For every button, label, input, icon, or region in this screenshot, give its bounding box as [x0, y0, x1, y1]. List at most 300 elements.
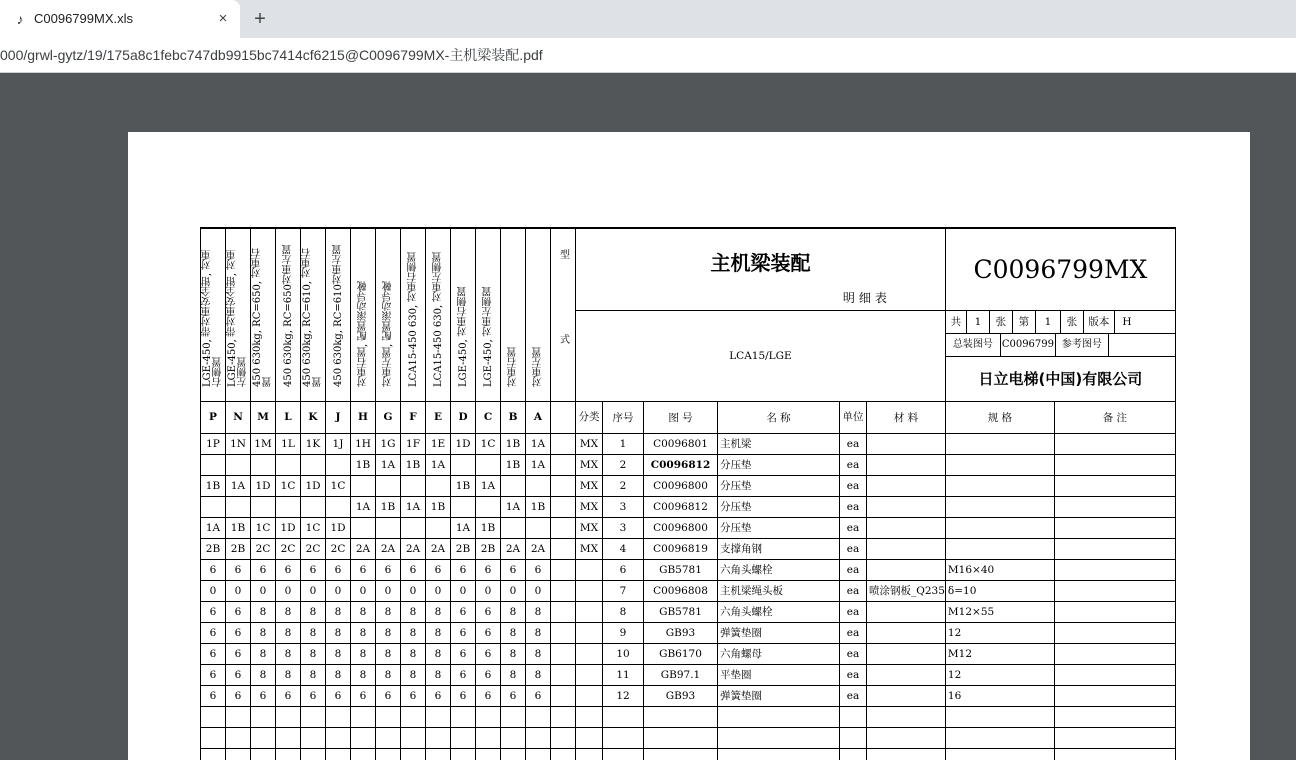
variant-qty-cell: 1A — [526, 433, 551, 454]
variant-qty-cell: 6 — [251, 685, 276, 706]
header-category: 分类 — [576, 401, 603, 433]
variant-qty-cell: 0 — [276, 580, 301, 601]
empty-cell — [1054, 748, 1175, 760]
variant-qty-cell: 6 — [451, 622, 476, 643]
unit-cell: ea — [840, 454, 867, 475]
empty-cell — [351, 748, 376, 760]
variant-qty-cell: 1A — [351, 496, 376, 517]
variant-qty-cell: 8 — [251, 601, 276, 622]
empty-cell — [426, 706, 451, 727]
empty-cell — [201, 727, 226, 748]
name-cell: 支撑角钢 — [718, 538, 840, 559]
variant-letter: G — [376, 401, 401, 433]
variant-qty-cell: 6 — [451, 559, 476, 580]
variant-description: LCA15-450 630, 对重左侧置 — [432, 251, 444, 387]
variant-qty-cell: 6 — [226, 601, 251, 622]
url-text[interactable]: 000/grwl-gytz/19/175a8c1febc747db9915bc7414cf6215@C0096799MX-主机梁装配.pdf — [0, 47, 543, 63]
empty-row — [201, 706, 1176, 727]
category-cell — [576, 622, 603, 643]
empty-cell — [376, 748, 401, 760]
variant-desc-cell — [426, 228, 451, 401]
blank-cell — [551, 601, 576, 622]
material-cell — [867, 643, 946, 664]
tab-active[interactable] — [0, 0, 240, 38]
variant-qty-cell: 0 — [401, 580, 426, 601]
variant-letter: P — [201, 401, 226, 433]
variant-qty-cell: 6 — [301, 559, 326, 580]
empty-cell — [251, 706, 276, 727]
drawing-cell: C0096800 — [644, 517, 718, 538]
variant-qty-cell: 2C — [276, 538, 301, 559]
variant-qty-cell: 0 — [201, 580, 226, 601]
category-cell — [576, 685, 603, 706]
unit-cell: ea — [840, 664, 867, 685]
empty-cell — [426, 748, 451, 760]
variant-qty-cell: 1D — [301, 475, 326, 496]
material-cell — [867, 559, 946, 580]
category-cell: MX — [576, 454, 603, 475]
variant-qty-cell — [426, 517, 451, 538]
empty-cell — [644, 706, 718, 727]
variant-qty-cell — [526, 475, 551, 496]
category-cell — [576, 643, 603, 664]
variant-qty-cell: 6 — [451, 685, 476, 706]
variant-qty-cell: 8 — [251, 664, 276, 685]
variant-qty-cell: 6 — [476, 643, 501, 664]
header-seq: 序号 — [603, 401, 644, 433]
seq-cell: 1 — [603, 433, 644, 454]
variant-desc-cell — [351, 228, 376, 401]
name-cell: 分压垫 — [718, 475, 840, 496]
name-cell: 主机梁绳头板 — [718, 580, 840, 601]
empty-cell — [476, 748, 501, 760]
variant-qty-cell: 1M — [251, 433, 276, 454]
empty-row — [201, 748, 1176, 760]
variant-qty-cell: 6 — [201, 685, 226, 706]
header-drawing: 图 号 — [644, 401, 718, 433]
category-cell: MX — [576, 517, 603, 538]
variant-qty-cell: 8 — [426, 664, 451, 685]
empty-cell — [326, 748, 351, 760]
assembly-label: 总装图号 — [946, 334, 1001, 356]
title-cell — [576, 228, 946, 310]
blank-cell — [551, 643, 576, 664]
variant-qty-cell: 8 — [326, 664, 351, 685]
variant-desc-cell — [501, 228, 526, 401]
unit-cell: ea — [840, 475, 867, 496]
header-remark: 备 注 — [1054, 401, 1175, 433]
blank-cell — [551, 580, 576, 601]
variant-qty-cell: 0 — [426, 580, 451, 601]
variant-qty-cell: 2B — [226, 538, 251, 559]
remark-cell — [1054, 601, 1175, 622]
variant-qty-cell: 8 — [251, 622, 276, 643]
empty-cell — [718, 748, 840, 760]
drawing-cell: GB93 — [644, 685, 718, 706]
category-cell: MX — [576, 496, 603, 517]
pdf-page — [128, 132, 1250, 760]
empty-cell — [576, 748, 603, 760]
variant-qty-cell: 1B — [376, 496, 401, 517]
variant-qty-cell: 6 — [476, 559, 501, 580]
empty-cell — [351, 727, 376, 748]
variant-qty-cell: 2A — [426, 538, 451, 559]
variant-description: 450 630kg, RC=650对重左置 — [282, 243, 294, 387]
empty-cell — [1054, 706, 1175, 727]
variant-qty-cell: 1B — [201, 475, 226, 496]
variant-qty-cell: 0 — [376, 580, 401, 601]
variant-qty-cell: 8 — [426, 643, 451, 664]
variant-qty-cell: 1J — [326, 433, 351, 454]
variant-qty-cell — [451, 496, 476, 517]
drawing-cell: GB97.1 — [644, 664, 718, 685]
seq-cell: 2 — [603, 475, 644, 496]
variant-qty-cell: 1B — [476, 517, 501, 538]
document-title: 主机梁装配 — [710, 251, 811, 275]
name-cell: 分压垫 — [718, 454, 840, 475]
material-cell: 喷涂钢板_Q235 — [867, 580, 946, 601]
material-cell — [867, 517, 946, 538]
blank-cell — [551, 538, 576, 559]
variant-qty-cell: 1C — [326, 475, 351, 496]
variant-qty-cell — [351, 517, 376, 538]
material-cell — [867, 664, 946, 685]
empty-cell — [201, 706, 226, 727]
variant-qty-cell: 6 — [451, 643, 476, 664]
spec-cell — [945, 496, 1054, 517]
variant-qty-cell: 8 — [351, 601, 376, 622]
variant-qty-cell: 6 — [476, 685, 501, 706]
variant-qty-cell: 8 — [526, 622, 551, 643]
variant-qty-cell: 6 — [376, 559, 401, 580]
variant-qty-cell: 8 — [301, 664, 326, 685]
variant-qty-cell: 0 — [501, 580, 526, 601]
variant-letter: J — [326, 401, 351, 433]
variant-qty-cell: 6 — [401, 559, 426, 580]
empty-cell — [376, 706, 401, 727]
variant-qty-cell: 1B — [426, 496, 451, 517]
variant-qty-cell: 1B — [526, 496, 551, 517]
variant-qty-cell — [426, 475, 451, 496]
variant-description: LGE-450, 对重左侧置 — [482, 285, 494, 387]
spec-cell — [945, 454, 1054, 475]
drawing-cell: C0096808 — [644, 580, 718, 601]
drawing-number: C0096799MX — [973, 254, 1148, 284]
variant-qty-cell: 0 — [476, 580, 501, 601]
header-spec: 规 格 — [945, 401, 1054, 433]
variant-qty-cell: 1A — [476, 475, 501, 496]
drawing-cell: GB5781 — [644, 601, 718, 622]
table-row — [201, 517, 1176, 538]
variant-description: LGE-450, 带对重安全钳, 对重右侧置 — [202, 249, 224, 387]
spec-cell — [945, 538, 1054, 559]
variant-qty-cell: 6 — [476, 622, 501, 643]
variant-letter: D — [451, 401, 476, 433]
seq-cell: 2 — [603, 454, 644, 475]
drawing-cell: C0096819 — [644, 538, 718, 559]
empty-cell — [718, 727, 840, 748]
variant-description: 450 630kg, RC=610对重左置 — [332, 243, 344, 387]
variant-qty-cell: 2B — [476, 538, 501, 559]
variant-qty-cell: 6 — [351, 685, 376, 706]
table-row — [201, 559, 1176, 580]
variant-qty-cell: 8 — [526, 643, 551, 664]
variant-qty-cell — [301, 454, 326, 475]
empty-cell — [576, 706, 603, 727]
name-cell: 六角头螺栓 — [718, 559, 840, 580]
variant-qty-cell: 6 — [301, 685, 326, 706]
empty-cell — [576, 727, 603, 748]
empty-cell — [276, 727, 301, 748]
spec-cell: M16×40 — [945, 559, 1054, 580]
variant-qty-cell: 6 — [526, 685, 551, 706]
empty-cell — [376, 727, 401, 748]
remark-cell — [1054, 685, 1175, 706]
variant-qty-cell: 1N — [226, 433, 251, 454]
variant-qty-cell: 0 — [451, 580, 476, 601]
empty-cell — [201, 748, 226, 760]
empty-cell — [840, 748, 867, 760]
table-row — [201, 433, 1176, 454]
seq-cell: 3 — [603, 496, 644, 517]
blank-cell — [551, 685, 576, 706]
variant-qty-cell: 6 — [201, 622, 226, 643]
table-row — [201, 580, 1176, 601]
pdf-viewer[interactable] — [0, 73, 1296, 760]
document-subtitle: 明细表 — [842, 290, 891, 305]
material-cell — [867, 685, 946, 706]
variant-qty-cell: 1B — [351, 454, 376, 475]
name-cell: 弹簧垫圈 — [718, 685, 840, 706]
variant-qty-cell: 1A — [451, 517, 476, 538]
variant-qty-cell — [376, 517, 401, 538]
variant-qty-cell: 1D — [251, 475, 276, 496]
empty-cell — [603, 748, 644, 760]
unit-cell: ea — [840, 496, 867, 517]
variant-letter: H — [351, 401, 376, 433]
empty-cell — [401, 706, 426, 727]
name-cell: 六角头螺栓 — [718, 601, 840, 622]
type-label: 型 式 — [557, 249, 569, 381]
seq-cell: 8 — [603, 601, 644, 622]
variant-qty-cell: 8 — [301, 601, 326, 622]
variant-qty-cell: 8 — [526, 664, 551, 685]
remark-cell — [1054, 454, 1175, 475]
variant-qty-cell: 6 — [226, 622, 251, 643]
seq-cell: 10 — [603, 643, 644, 664]
variant-qty-cell — [401, 517, 426, 538]
variant-qty-cell: 8 — [401, 622, 426, 643]
variant-qty-cell: 6 — [226, 643, 251, 664]
variant-qty-cell: 6 — [501, 559, 526, 580]
seq-cell: 4 — [603, 538, 644, 559]
variant-qty-cell — [526, 517, 551, 538]
sheet-info-cell — [945, 310, 1175, 333]
variant-qty-cell: 8 — [276, 601, 301, 622]
variant-qty-cell: 8 — [326, 622, 351, 643]
variant-qty-cell: 2C — [251, 538, 276, 559]
name-cell: 六角螺母 — [718, 643, 840, 664]
blank-cell — [551, 622, 576, 643]
variant-qty-cell: 8 — [351, 643, 376, 664]
seq-cell: 12 — [603, 685, 644, 706]
variant-qty-cell: 1B — [451, 475, 476, 496]
empty-cell — [276, 748, 301, 760]
variant-qty-cell: 6 — [476, 664, 501, 685]
variant-qty-cell: 6 — [401, 685, 426, 706]
variant-qty-cell — [301, 496, 326, 517]
variant-desc-cell — [301, 228, 326, 401]
variant-desc-cell — [226, 228, 251, 401]
name-cell: 弹簧垫圈 — [718, 622, 840, 643]
variant-qty-cell — [226, 496, 251, 517]
empty-cell — [945, 748, 1054, 760]
variant-qty-cell: 8 — [326, 601, 351, 622]
empty-cell — [476, 727, 501, 748]
variant-qty-cell: 1A — [401, 496, 426, 517]
remark-cell — [1054, 559, 1175, 580]
company-block-cell — [945, 333, 1175, 401]
empty-cell — [451, 748, 476, 760]
variant-description: LCA15-450 630, 对重右侧置 — [407, 251, 419, 387]
new-tab-button[interactable]: + — [254, 8, 266, 30]
variant-letter: E — [426, 401, 451, 433]
variant-qty-cell: 8 — [276, 622, 301, 643]
variant-description: 450 630kg, RC=650, 对重右置 — [252, 247, 274, 387]
empty-cell — [603, 706, 644, 727]
variant-qty-cell: 1D — [326, 517, 351, 538]
remark-cell — [1054, 580, 1175, 601]
empty-cell — [301, 706, 326, 727]
variant-qty-cell: 1A — [426, 454, 451, 475]
address-bar[interactable] — [0, 38, 1296, 73]
variant-qty-cell — [376, 475, 401, 496]
drawing-cell: C0096800 — [644, 475, 718, 496]
remark-cell — [1054, 622, 1175, 643]
seq-cell: 7 — [603, 580, 644, 601]
variant-desc-cell — [401, 228, 426, 401]
variant-qty-cell: 6 — [476, 601, 501, 622]
variant-qty-cell: 2A — [526, 538, 551, 559]
variant-qty-cell: 8 — [276, 643, 301, 664]
variant-qty-cell: 2C — [326, 538, 351, 559]
sheet-info-no-label: 第 — [1013, 311, 1036, 333]
empty-cell — [401, 748, 426, 760]
empty-cell — [251, 748, 276, 760]
empty-cell — [526, 727, 551, 748]
variant-desc-cell — [451, 228, 476, 401]
tab-close-icon[interactable]: × — [218, 10, 228, 27]
empty-cell — [551, 727, 576, 748]
variant-qty-cell — [476, 496, 501, 517]
variant-qty-cell: 0 — [326, 580, 351, 601]
empty-cell — [226, 727, 251, 748]
unit-cell: ea — [840, 601, 867, 622]
empty-cell — [476, 706, 501, 727]
category-cell — [576, 559, 603, 580]
blank-cell — [551, 433, 576, 454]
variant-qty-cell: 1B — [401, 454, 426, 475]
drawing-number-cell — [945, 228, 1175, 310]
empty-cell — [644, 748, 718, 760]
variant-qty-cell: 1H — [351, 433, 376, 454]
variant-qty-cell — [201, 454, 226, 475]
ref-label: 参考图号 — [1056, 334, 1109, 356]
blank-cell — [551, 475, 576, 496]
seq-cell: 9 — [603, 622, 644, 643]
sheet-info-version-label: 版本 — [1084, 311, 1115, 333]
empty-cell — [226, 748, 251, 760]
ref-no — [1109, 334, 1175, 356]
seq-cell: 3 — [603, 517, 644, 538]
variant-qty-cell — [276, 496, 301, 517]
blank-cell — [551, 517, 576, 538]
unit-cell: ea — [840, 580, 867, 601]
variant-qty-cell: 8 — [501, 601, 526, 622]
spec-cell: M12×55 — [945, 601, 1054, 622]
variant-qty-cell: 8 — [376, 601, 401, 622]
variant-description: 对重左置, 配置滚动导靴 — [382, 280, 394, 387]
empty-cell — [526, 748, 551, 760]
name-cell: 平垫圈 — [718, 664, 840, 685]
material-cell — [867, 538, 946, 559]
variant-qty-cell: 0 — [301, 580, 326, 601]
empty-cell — [1054, 727, 1175, 748]
variant-qty-cell — [501, 517, 526, 538]
empty-cell — [867, 706, 946, 727]
empty-cell — [840, 706, 867, 727]
tab-title: C0096799MX.xls — [34, 11, 133, 26]
drawing-cell: C0096812 — [644, 496, 718, 517]
variant-qty-cell: 1K — [301, 433, 326, 454]
variant-qty-cell: 1D — [276, 517, 301, 538]
variant-qty-cell: 8 — [326, 643, 351, 664]
spec-cell: 12 — [945, 664, 1054, 685]
empty-row — [201, 727, 1176, 748]
variant-qty-cell: 6 — [201, 664, 226, 685]
variant-qty-cell — [401, 475, 426, 496]
drawing-cell: GB6170 — [644, 643, 718, 664]
variant-qty-cell — [226, 454, 251, 475]
variant-qty-cell: 1L — [276, 433, 301, 454]
variant-qty-cell — [251, 496, 276, 517]
unit-cell: ea — [840, 559, 867, 580]
variant-qty-cell: 6 — [526, 559, 551, 580]
variant-qty-cell: 6 — [226, 559, 251, 580]
variant-letter: L — [276, 401, 301, 433]
variant-description: 对重右置 — [507, 346, 519, 387]
empty-cell — [451, 706, 476, 727]
variant-desc-cell — [276, 228, 301, 401]
variant-qty-cell: 6 — [201, 643, 226, 664]
empty-cell — [226, 706, 251, 727]
blank-header — [551, 401, 576, 433]
variant-desc-cell — [376, 228, 401, 401]
pdf-favicon-icon: ♪ — [16, 11, 24, 27]
category-cell — [576, 601, 603, 622]
variant-qty-cell: 8 — [351, 622, 376, 643]
category-cell: MX — [576, 538, 603, 559]
variant-desc-cell — [251, 228, 276, 401]
variant-qty-cell — [351, 475, 376, 496]
empty-cell — [526, 706, 551, 727]
remark-cell — [1054, 517, 1175, 538]
category-cell — [576, 580, 603, 601]
variant-qty-cell: 8 — [276, 664, 301, 685]
drawing-cell: C0096812 — [644, 454, 718, 475]
table-row — [201, 622, 1176, 643]
remark-cell — [1054, 496, 1175, 517]
